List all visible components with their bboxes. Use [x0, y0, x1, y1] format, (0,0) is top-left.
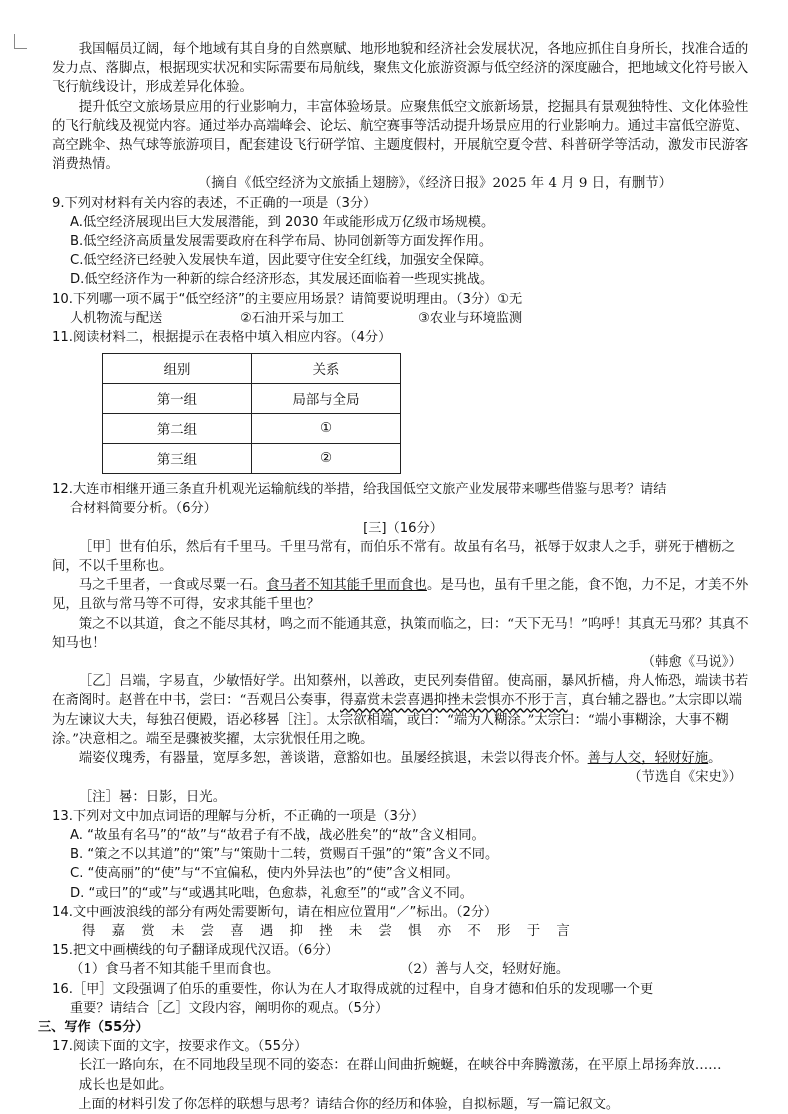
question-10-option-3: ③农业与环境监测 — [418, 310, 523, 326]
question-17-stem: 17.阅读下面的文字，按要求作文。（55分） — [52, 1039, 308, 1055]
jia-paragraph-2 — [52, 576, 754, 614]
table-cell: 第二组 — [103, 414, 252, 444]
question-10-options — [52, 309, 754, 328]
table-cell: 局部与全局 — [252, 384, 401, 414]
jia-p2-start: 马之千里者，一食或尽粟一石。 — [78, 578, 267, 594]
yi-p2-start: 端姿仪瑰秀，有器量，宽厚多恕，善谈谐，意豁如也。虽屡经摈退，未尝以得丧介怀。 — [78, 751, 588, 767]
table-header-cell: 关系 — [252, 354, 401, 384]
question-13-option-b: B. “策之不以其道”的“策”与“策勋十二转，赏赐百千强”的“策”含义不同。 — [70, 847, 499, 863]
question-9-option-a: A.低空经济展现出巨大发展潜能，到 2030 年或能形成万亿级市场规模。 — [70, 214, 495, 230]
table-cell: 第三组 — [103, 444, 252, 474]
table-header-row — [103, 354, 401, 384]
question-16-line-2: 重要？请结合［乙］文段内容，阐明你的观点。（5分） — [70, 1000, 389, 1016]
question-9-stem: 9.下列对材料有关内容的表述，不正确的一项是（3分） — [52, 195, 377, 211]
question-14-stem: 14.文中画波浪线的部分有两处需要断句，请在相应位置用“／”标出。（2分） — [52, 904, 498, 920]
yi-source: （节选自《宋史》） — [628, 770, 742, 786]
table-cell: ② — [252, 444, 401, 474]
jia-p2-end: 。是马也，虽有千里之能，食不饱，力不足，才美不外见，且欲与常马等不可得，安求其能千里也？ — [52, 578, 749, 613]
question-10-option-2: ②石油开采与加工 — [240, 310, 345, 326]
writing-prompt-paragraph-1: 长江一路向东，在不同地段呈现不同的姿态：在群山间曲折蜿蜒，在峡谷中奔腾激荡，在平原上昂扬奔放…… — [78, 1058, 722, 1074]
writing-prompt-paragraph-2: 成长也是如此。 — [78, 1077, 173, 1093]
table-row — [103, 414, 401, 444]
question-13-stem: 13.下列对文中加点词语的理解与分析，不正确的一项是（3分） — [52, 808, 425, 824]
table-cell: 第一组 — [103, 384, 252, 414]
question-13-option-d: D. “或曰”的“或”与“或遇其叱咄，色愈恭，礼愈至”的“或”含义不同。 — [70, 885, 473, 901]
table-row — [103, 384, 401, 414]
material-paragraph-2: 提升低空文旅场景应用的行业影响力，丰富体验场景。应聚焦低空文旅新场景，挖掘具有景观独特性、文化体验性的飞行航线及视觉内容。通过举办高端峰会、论坛、航空赛事等活动提升场景应用的行业影响力。通过丰富低空游览、高空跳伞、热气球等旅游项目，配套建设飞行研学馆、主题度假村，开展航空夏令营、科普研学等活动，激发市民游客消费热情。 — [52, 99, 749, 173]
yi-p1-end: ，真台辅之器也。”太宗即以端为左谏议大夫，每独召便殿，语必移晷［注］。太宗欲相端，或曰：“端为人糊涂。”太宗曰：“端小事糊涂，大事不糊涂。”决意相之。端至是骤被奖擢，太宗犹恨任用之晚。 — [52, 693, 742, 747]
jia-underlined-sentence: 食马者不知其能千里而食也 — [266, 578, 427, 594]
question-15-stem: 15.把文中画横线的句子翻译成现代汉语。（6分） — [52, 943, 339, 959]
yi-note: ［注］晷：日影，日光。 — [78, 789, 227, 805]
question-10-stem: 10.下列哪一项不属于“低空经济”的主要应用场景？请简要说明理由。（3分）①无 — [52, 291, 523, 307]
writing-section-title: 三、写作（55分） — [38, 1019, 149, 1035]
jia-paragraph-1: ［甲］世有伯乐，然后有千里马。千里马常有，而伯乐不常有。故虽有名马，祇辱于奴隶人之手，骈死于槽枥之间，不以千里称也。 — [52, 539, 735, 575]
question-9-option-c: C.低空经济已经驶入发展快车道，因此要守住安全红线，加强安全保障。 — [70, 253, 493, 269]
section-3-title: [三]（16分） — [363, 520, 443, 536]
crop-mark — [14, 34, 27, 49]
question-14-text: 得 嘉 赏 未 尝 喜 遇 抑 挫 未 尝 惧 亦 不 形 于 言 — [82, 923, 576, 939]
question-9-option-d: D.低空经济作为一种新的综合经济形态，其发展还面临着一些现实挑战。 — [70, 272, 494, 288]
question-16-line-1: 16.［甲］文段强调了伯乐的重要性，你认为在人才取得成就的过程中，自身才德和伯乐的发现哪一个更 — [52, 981, 654, 997]
yi-p1-start: ［乙］吕端，字易直，少敏悟好学。出知蔡州，以善政，吏民列奏借留。使高丽，暴风折樯，舟人怖恐，端读书若在斋阁时。赵普在中书，尝曰：“吾观吕公奏事， — [52, 674, 749, 709]
question-15-sentences — [52, 960, 754, 979]
question-12-line-2: 合材料简要分析。（6分） — [70, 501, 217, 517]
yi-p2-end: 。 — [708, 751, 722, 767]
table-cell: ① — [252, 414, 401, 444]
question-13-option-a: A. “故虽有名马”的“故”与“故君子有不战，战必胜矣”的“故”含义相同。 — [70, 827, 485, 843]
question-12-line-1: 12.大连市相继开通三条直升机观光运输航线的举措，给我国低空文旅产业发展带来哪些借鉴与思考？请结 — [52, 482, 667, 498]
question-10-option-1: 人机物流与配送 — [70, 310, 163, 326]
question-15-sentence-1: （1）食马者不知其能千里而食也。 — [70, 962, 280, 978]
question-13-option-c: C. “使高丽”的“使”与“不宜偏私，使内外异法也”的“使”含义相同。 — [70, 866, 459, 882]
yi-wavy-sentence: 得嘉赏未尝喜遇抑挫未尝惧亦不形于言 — [340, 693, 568, 709]
material-source: （摘自《低空经济为文旅插上翅膀》，《经济日报》2025 年 4 月 9 日，有删节） — [197, 176, 672, 192]
yi-paragraph-1 — [52, 672, 754, 749]
jia-source: （韩愈《马说》） — [641, 655, 742, 671]
yi-paragraph-2 — [52, 749, 754, 768]
table-row — [103, 444, 401, 474]
table-header-cell: 组别 — [103, 354, 252, 384]
jia-paragraph-3: 策之不以其道，食之不能尽其材，鸣之而不能通其意，执策而临之，曰：“天下无马！”呜呼！其真无马邪？其真不知马也！ — [52, 616, 749, 651]
writing-prompt-paragraph-3: 上面的材料引发了你怎样的联想与思考？请结合你的经历和体验，自拟标题，写一篇记叙文。 — [78, 1096, 620, 1112]
question-9-option-b: B.低空经济高质量发展需要政府在科学布局、协同创新等方面发挥作用。 — [70, 234, 493, 250]
material-paragraph-1: 我国幅员辽阔，每个地域有其自身的自然禀赋、地形地貌和经济社会发展状况，各地应抓住自身所长，找准合适的发力点、落脚点，根据现实状况和实际需要布局航线，聚焦文化旅游资源与低空经济的深度融合，把地域文化符号嵌入飞行航线设计，形成差异化体验。 — [52, 42, 749, 96]
question-11-table — [102, 353, 401, 474]
question-11-stem: 11.阅读材料二，根据提示在表格中填入相应内容。（4分） — [52, 330, 392, 346]
yi-underlined-sentence: 善与人交，轻财好施 — [587, 751, 709, 767]
question-15-sentence-2: （2）善与人交，轻财好施。 — [400, 962, 570, 978]
